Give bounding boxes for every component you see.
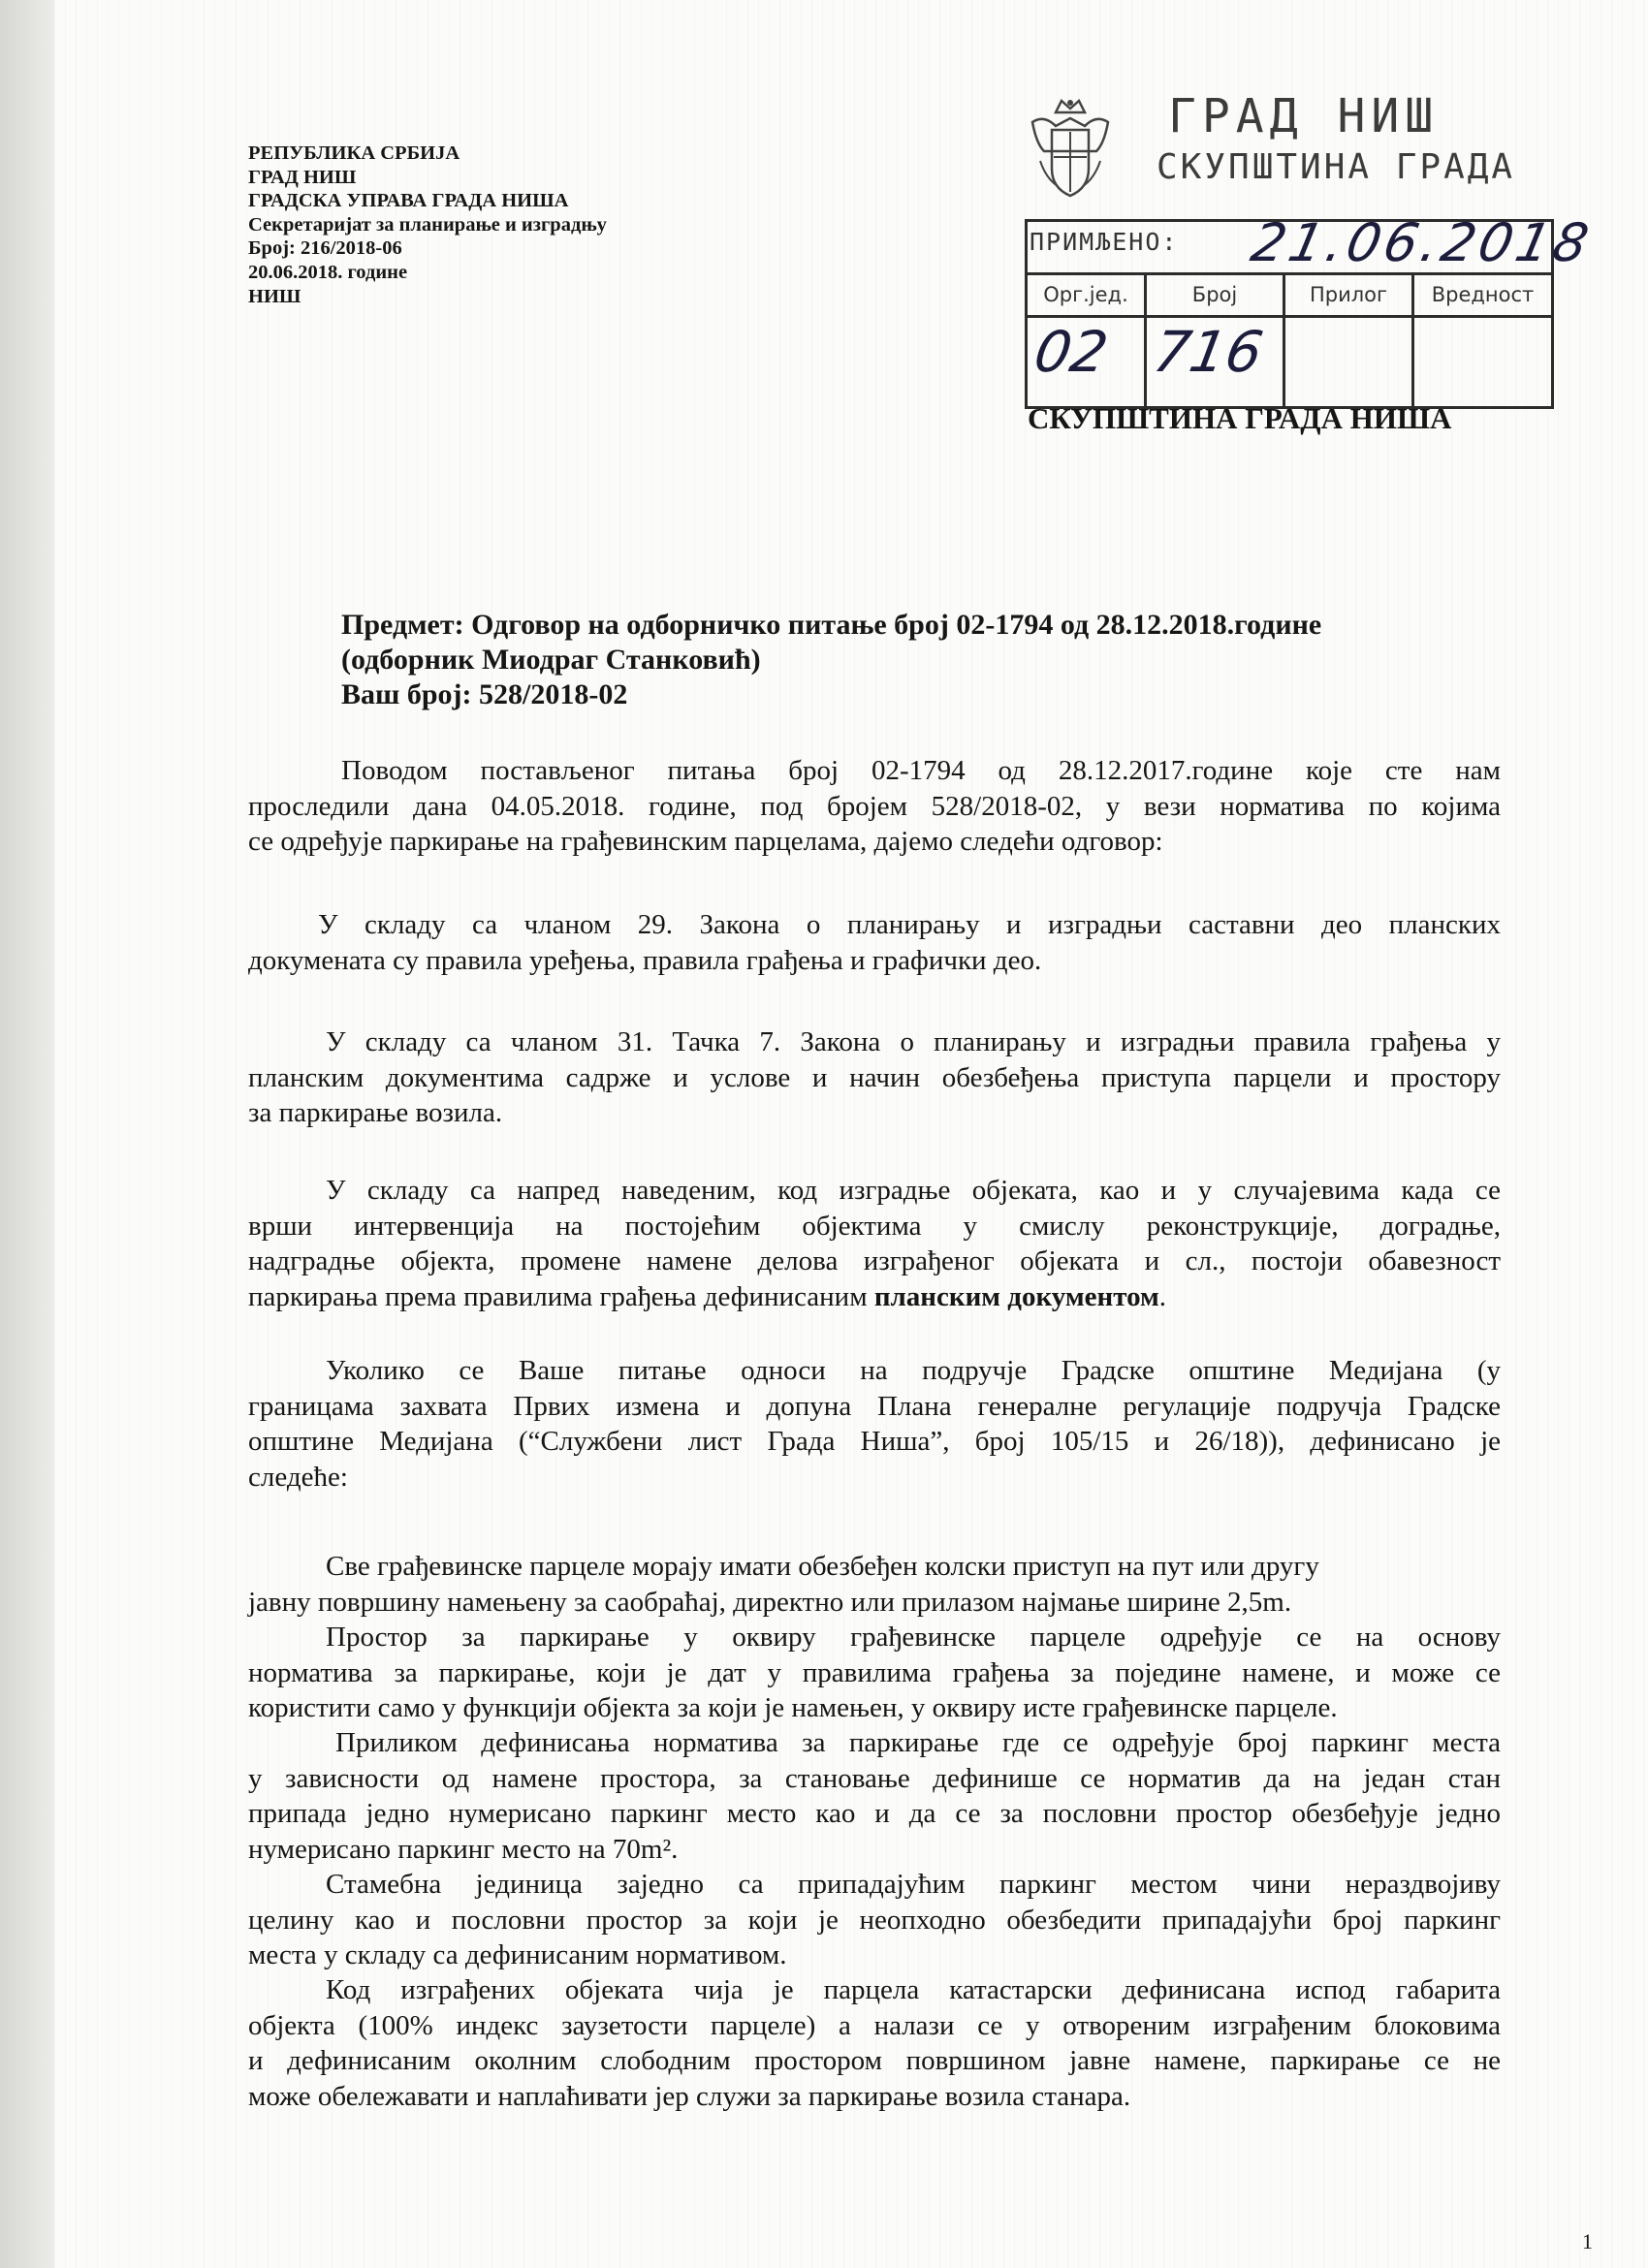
received-row	[1028, 212, 1598, 275]
subject-councillor: (одборник Миодраг Станковић)	[341, 644, 761, 676]
paragraph-line: надградње објекта, промене намене делова изграђеног објеката и сл., постоји обавезност	[248, 1245, 1501, 1276]
emphasis-planning-document: планским документом	[873, 1280, 1159, 1312]
received-date: 21.06.2018	[1246, 212, 1598, 273]
subject-block	[341, 608, 1321, 712]
paragraph-text: паркирања према правилима грађења дефинисаним	[248, 1280, 874, 1312]
stamp-column-header: Прилог	[1285, 278, 1411, 318]
paragraph-line: места у складу са дефинисаним нормативом.	[248, 1939, 787, 1970]
letterhead-line: Секретаријат за планирање и изградњу	[248, 213, 607, 236]
paragraph-line: општине Медијана (“Службени лист Града Ниша”, број 105/15 и 26/18)), дефинисано је	[248, 1426, 1501, 1457]
paragraph-line: Код изграђених објеката чија је парцела катастарски дефинисана испод габарита	[326, 1974, 1501, 2005]
letterhead-line: 20.06.2018. године	[248, 261, 408, 283]
letterhead	[248, 142, 607, 308]
subject-text: : Одговор на одборничко питање број 02-1794 од 28.12.2018.године	[454, 609, 1322, 641]
paragraph-line	[248, 1279, 1501, 1315]
paragraph-1	[248, 753, 1501, 860]
paragraph-line: следеће:	[248, 1461, 348, 1493]
paragraph-line: користити само у функцији објекта за који је намењен, у оквиру исте грађевинске парцеле.	[248, 1692, 1338, 1723]
letterhead-line: ГРАД НИШ	[248, 166, 357, 188]
subject-reference-number: Ваш број: 528/2018-02	[341, 678, 628, 710]
stamp-city-name: ГРАД НИШ	[1168, 89, 1440, 143]
paragraph-line: целину као и пословни простор за који је неопходно обезбедити припадајући број паркинг	[248, 1904, 1501, 1936]
coat-of-arms-icon	[1023, 97, 1118, 205]
stamp-column-value	[1414, 272, 1551, 406]
letterhead-line: Број: 216/2018-06	[248, 237, 402, 260]
paragraph-line: Уколико се Ваше питање односи на подручје Градске општине Медијана (у	[326, 1355, 1501, 1386]
scan-left-edge	[0, 0, 54, 2268]
paragraph-line: се одређује паркирање на грађевинским парцелама, дајемо следећи одговор:	[248, 826, 1163, 857]
paragraph-line: Приликом дефинисања норматива за паркирање где се одређује број паркинг места	[335, 1727, 1501, 1758]
paragraph-line: у зависности од намене простора, за становање дефинише се норматив да на један стан	[248, 1762, 1501, 1794]
paragraph-line: објекта (100% индекс заузетости парцеле) а налази се у отвореним изграђеним блоковима	[248, 2009, 1501, 2041]
paragraph-8	[248, 1725, 1501, 1867]
paragraph-line: докумената су правила уређења, правила грађења и графички део.	[248, 944, 1042, 976]
paragraph-line: јавну површину намењену за саобраћај, директно или прилазом најмање ширине 2,5m.	[248, 1586, 1292, 1618]
paragraph-line: границама захвата Првих измена и допуна Плана генералне регулације подручја Градске	[248, 1390, 1501, 1422]
paragraph-line: врши интервенција на постојећим објектима у смислу реконструкције, доградње,	[248, 1210, 1501, 1242]
stamp-assembly-name: СКУПШТИНА ГРАДА	[1157, 147, 1516, 187]
paragraph-line: и дефинисаним околним слободним простором површином јавне намене, паркирање се не	[248, 2045, 1501, 2076]
page-number: 1	[1582, 2229, 1593, 2253]
paragraph-line: може обележавати и наплаћивати јер служи за паркирање возила станара.	[248, 2080, 1131, 2112]
paragraph-line: проследили дана 04.05.2018. године, под бројем 528/2018-02, у вези норматива по којима	[248, 790, 1501, 822]
paragraph-line: Све грађевинске парцеле морају имати обезбеђен колски приступ на пут или другу	[326, 1551, 1319, 1582]
paragraph-10	[248, 1972, 1501, 2114]
stamp-column-attachment	[1285, 272, 1414, 406]
stamp-column-header: Број	[1147, 278, 1283, 318]
paragraph-text: .	[1158, 1280, 1167, 1312]
stamp-column-header: Орг.јед.	[1028, 278, 1144, 318]
paragraph-line: за паркирање возила.	[248, 1097, 503, 1128]
paragraph-line: норматива за паркирање, који је дат у правилима грађења за поједине намене, и може се	[248, 1656, 1501, 1688]
stamp-column-org-unit	[1028, 272, 1147, 406]
paragraph-line: У складу са напред наведеним, код изградње објеката, као и у случајевима када се	[326, 1175, 1501, 1206]
stamp-org-unit-value: 02	[1030, 319, 1113, 385]
paragraph-line: Простор за паркирање у оквиру грађевинске парцеле одређује се на основу	[326, 1622, 1501, 1653]
paragraph-2	[248, 907, 1501, 978]
paragraph-7	[248, 1620, 1501, 1726]
paragraph-line: припада једно нумерисано паркинг место као и да се за пословни простор обезбеђује једно	[248, 1798, 1501, 1829]
subject-label: Предмет	[341, 609, 455, 641]
paragraph-line: У складу са чланом 31. Тачка 7. Закона о планирању и изградњи правила грађења у	[326, 1026, 1501, 1057]
paragraph-4	[248, 1173, 1501, 1314]
paragraph-3	[248, 1024, 1501, 1131]
recipient: СКУПШТИНА ГРАДА НИША	[1028, 401, 1452, 435]
city-assembly-stamp	[1023, 89, 1516, 210]
paragraph-line: Стамебна јединица заједно са припадајућим паркинг местом чини нераздвојиву	[326, 1869, 1501, 1900]
paragraph-9	[248, 1867, 1501, 1973]
letterhead-line: НИШ	[248, 285, 301, 307]
received-stamp-box	[1025, 212, 1598, 409]
letterhead-line: РЕПУБЛИКА СРБИЈА	[248, 142, 460, 164]
paragraph-5	[248, 1353, 1501, 1495]
paragraph-line: планским документима садрже и услове и начин обезбеђења приступа парцели и простору	[248, 1061, 1501, 1093]
paragraph-6	[248, 1549, 1479, 1620]
letterhead-line: ГРАДСКА УПРАВА ГРАДА НИША	[248, 190, 569, 212]
subject-line	[341, 608, 1321, 643]
paragraph-line: нумерисано паркинг место на 70m².	[248, 1833, 679, 1865]
stamp-column-number	[1147, 272, 1285, 406]
received-label: ПРИМЉЕНО:	[1030, 228, 1179, 256]
paragraph-line: У складу са чланом 29. Закона о планирању и изградњи саставни део планских	[318, 909, 1501, 940]
paragraph-line: Поводом постављеног питања број 02-1794 од 28.12.2017.године које сте нам	[341, 755, 1501, 786]
stamp-number-value: 716	[1149, 319, 1268, 385]
stamp-column-header: Вредност	[1414, 278, 1551, 318]
